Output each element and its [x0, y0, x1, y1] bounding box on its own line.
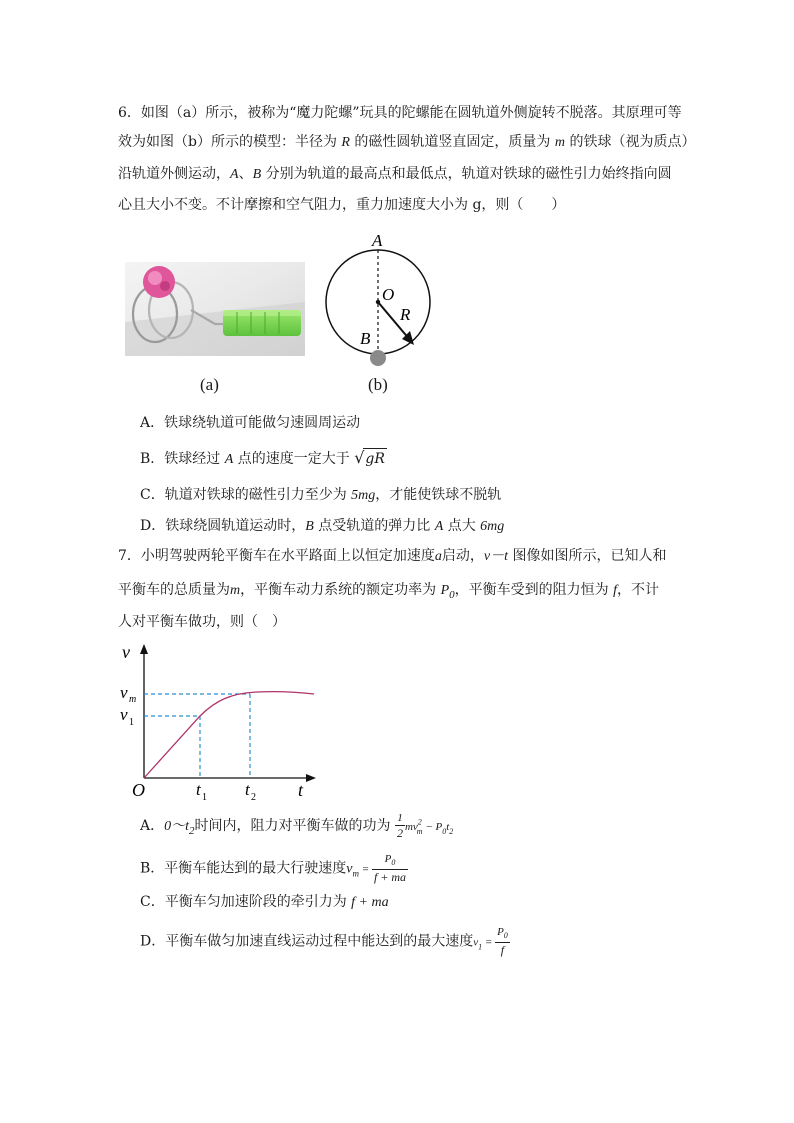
label-t2-sub: 2 — [251, 792, 256, 803]
q7-option-c[interactable]: C．平衡车匀加速阶段的牵引力为 f + ma — [140, 894, 389, 910]
label-v1: v — [120, 705, 128, 724]
label-v1-sub: 1 — [129, 717, 134, 728]
label-A: A — [372, 231, 383, 250]
figure-a-photo — [125, 262, 305, 356]
label-O: O — [382, 285, 395, 304]
q7-stem-line-1: 7．小明驾驶两轮平衡车在水平路面上以恒定加速度a启动，v－t 图像如图所示，已知人和 — [118, 548, 667, 564]
label-R: R — [400, 305, 411, 324]
v-axis-arrow — [140, 644, 148, 654]
label-B: B — [360, 329, 371, 348]
label-origin: O — [132, 780, 145, 800]
q6-option-a[interactable]: A．铁球绕轨道可能做匀速圆周运动 — [140, 415, 361, 431]
q6-stem-line-4: 心且大小不变。不计摩擦和空气阻力，重力加速度大小为 g，则（ ） — [118, 197, 566, 213]
iron-ball — [370, 350, 386, 366]
q7-option-d[interactable]: D．平衡车做匀加速直线运动过程中能达到的最大速度$v_1$ = $\frac{P_0}{f}$ — [140, 926, 508, 958]
label-t1: t — [196, 780, 201, 799]
q6-stem-line-1: 6．如图（a）所示，被称为“魔力陀螺”玩具的陀螺能在圆轨道外侧旋转不脱落。其原理可等 — [118, 105, 682, 121]
label-t2: t — [245, 780, 250, 799]
label-v: v — [122, 642, 130, 662]
q7-stem-line-3: 人对平衡车做功，则（ ） — [118, 614, 286, 630]
vt-curve — [144, 692, 314, 778]
label-vm: v — [120, 683, 128, 702]
q6-option-c[interactable]: C．轨道对铁球的磁性引力至少为 5mg，才能使铁球不脱轨 — [140, 487, 502, 503]
vt-graph — [112, 640, 322, 810]
q7-option-a[interactable]: A．$0\sim t_2$时间内，阻力对平衡车做的功为 $\frac{1}{2}$ $mv^2_m - P_0t_2$ — [140, 812, 454, 840]
q7-stem-line-2: 平衡车的总质量为m，平衡车动力系统的额定功率为 $P_0$，平衡车受到的阻力恒为 f，不计 — [118, 582, 659, 601]
label-t1-sub: 1 — [202, 792, 207, 803]
figure-b-diagram — [320, 228, 440, 370]
figure-b-caption: (b) — [368, 375, 388, 394]
label-vm-sub: m — [129, 694, 137, 705]
q7-option-b[interactable]: B．平衡车能达到的最大行驶速度$v_m$ = $\frac{P_0}{f + ma}$ — [140, 853, 407, 885]
q6-stem-line-2: 效为如图（b）所示的模型：半径为 R 的磁性圆轨道竖直固定，质量为 m 的铁球（视为质点） — [118, 134, 696, 150]
figure-a-caption: (a) — [200, 375, 219, 394]
label-t: t — [298, 780, 304, 800]
q6-stem-line-3: 沿轨道外侧运动，A、B 分别为轨道的最高点和最低点，轨道对铁球的磁性引力始终指向圆 — [118, 166, 672, 182]
q6-option-d[interactable]: D．铁球绕圆轨道运动时，B 点受轨道的弹力比 A 点大 6mg — [140, 518, 505, 534]
t-axis-arrow — [306, 774, 316, 782]
q6-option-b[interactable]: B．铁球经过 A 点的速度一定大于 √gR — [140, 448, 385, 467]
